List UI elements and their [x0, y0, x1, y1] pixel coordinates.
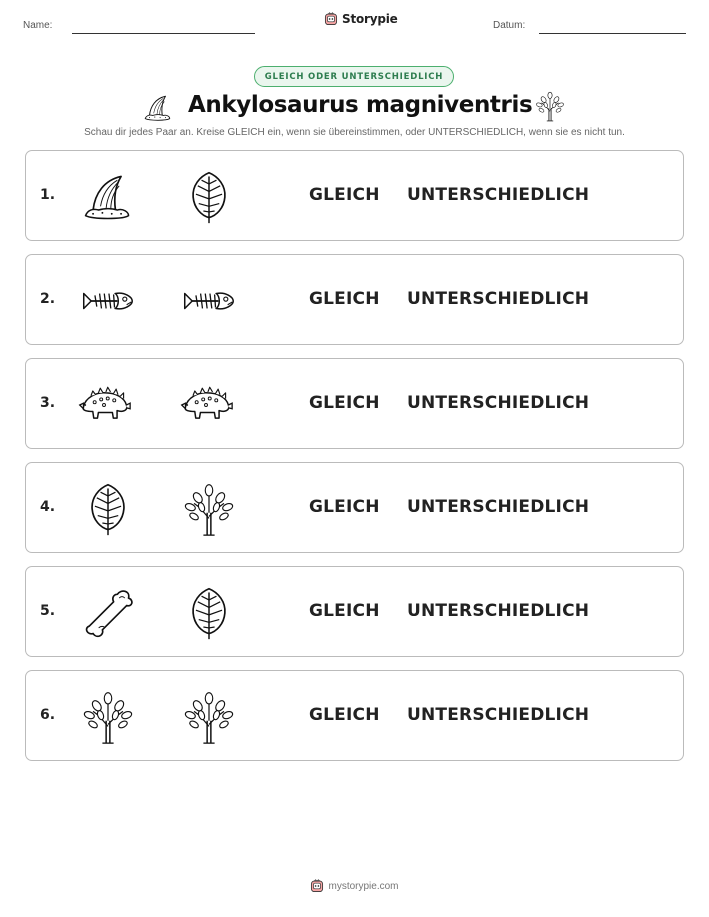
option-different[interactable]: UNTERSCHIEDLICH [407, 185, 590, 205]
leaf-icon [181, 169, 237, 225]
tree-icon [80, 689, 136, 745]
pair-row-2 [25, 254, 684, 345]
fish-skeleton-icon [80, 273, 136, 329]
row-number: 6. [40, 707, 56, 723]
instructions: Schau dir jedes Paar an. Kreise GLEICH ein, wenn sie übereinstimmen, oder UNTERSCHIEDLICH, wenn sie es nicht tun. [84, 127, 625, 138]
tree-icon [181, 689, 237, 745]
tree-icon [534, 90, 566, 122]
option-different[interactable]: UNTERSCHIEDLICH [407, 497, 590, 517]
storypie-mascot-icon [310, 879, 324, 893]
pair-row-5 [25, 566, 684, 657]
storypie-mascot-icon [324, 12, 338, 26]
row-number: 5. [40, 603, 56, 619]
brand-logo [324, 12, 398, 26]
footer-url[interactable]: mystorypie.com [328, 880, 399, 892]
option-same[interactable]: GLEICH [309, 497, 380, 517]
pair-row-1 [25, 150, 684, 241]
footer [0, 879, 709, 893]
option-same[interactable]: GLEICH [309, 185, 380, 205]
page-title: Ankylosaurus magniventris [188, 92, 533, 118]
option-same[interactable]: GLEICH [309, 705, 380, 725]
title-row [0, 90, 709, 126]
pair-row-4 [25, 462, 684, 553]
option-same[interactable]: GLEICH [309, 289, 380, 309]
option-same[interactable]: GLEICH [309, 601, 380, 621]
date-label: Datum: [493, 20, 526, 31]
ankylosaurus-icon [178, 377, 234, 433]
bone-icon [80, 585, 136, 641]
option-same[interactable]: GLEICH [309, 393, 380, 413]
fish-skeleton-icon [181, 273, 237, 329]
worksheet-type-badge: GLEICH ODER UNTERSCHIEDLICH [254, 66, 454, 87]
row-number: 3. [40, 395, 56, 411]
leaf-icon [181, 585, 237, 641]
tooth-icon [142, 92, 174, 124]
option-different[interactable]: UNTERSCHIEDLICH [407, 705, 590, 725]
name-label: Name: [23, 20, 53, 31]
ankylosaurus-icon [76, 377, 132, 433]
row-number: 4. [40, 499, 56, 515]
date-field[interactable] [539, 33, 686, 34]
row-number: 1. [40, 187, 56, 203]
tree-icon [181, 481, 237, 537]
name-field[interactable] [72, 33, 255, 34]
leaf-icon [80, 481, 136, 537]
option-different[interactable]: UNTERSCHIEDLICH [407, 289, 590, 309]
tooth-icon [80, 169, 136, 225]
option-different[interactable]: UNTERSCHIEDLICH [407, 393, 590, 413]
pair-row-3 [25, 358, 684, 449]
row-number: 2. [40, 291, 56, 307]
brand-name: Storypie [342, 12, 398, 26]
pair-row-6 [25, 670, 684, 761]
option-different[interactable]: UNTERSCHIEDLICH [407, 601, 590, 621]
